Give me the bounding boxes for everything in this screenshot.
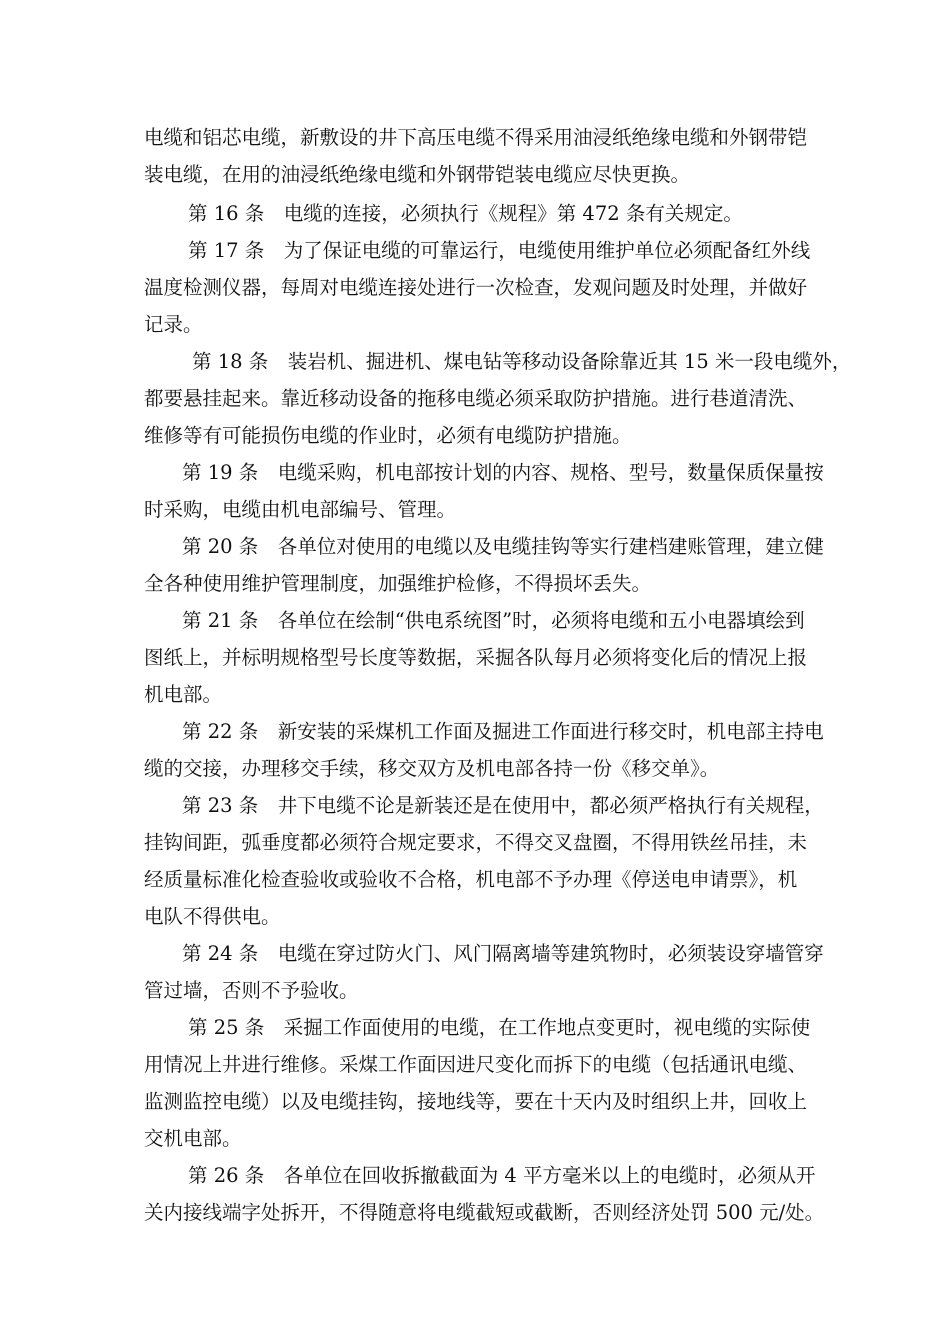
article-17-line: 第 17 条 为了保证电缆的可靠运行，电缆使用维护单位必须配备红外线 xyxy=(188,239,811,262)
text-line: 时采购，电缆由机电部编号、管理。 xyxy=(144,498,457,521)
article-16-line: 第 16 条 电缆的连接，必须执行《规程》第 472 条有关规定。 xyxy=(188,202,743,225)
article-24-line: 第 24 条 电缆在穿过防火门、风门隔离墙等建筑物时，必须装设穿墙管穿 xyxy=(182,942,824,965)
text-line: 电缆和铝芯电缆，新敷设的井下高压电缆不得采用油浸纸绝缘电缆和外钢带铠 xyxy=(144,126,808,149)
text-line: 都要悬挂起来。靠近移动设备的拖移电缆必须采取防护措施。进行巷道清洗、 xyxy=(144,387,808,410)
text-line: 全各种使用维护管理制度，加强维护检修，不得损坏丢失。 xyxy=(144,572,652,595)
text-line: 用情况上井进行维修。采煤工作面因进尺变化而拆下的电缆（包括通讯电缆、 xyxy=(144,1053,808,1076)
article-19-line: 第 19 条 电缆采购，机电部按计划的内容、规格、型号，数量保质保量按 xyxy=(182,461,824,484)
article-18-line: 第 18 条 装岩机、掘进机、煤电钻等移动设备除靠近其 15 米一段电缆外， xyxy=(192,350,852,373)
text-line: 管过墙，否则不予验收。 xyxy=(144,979,359,1002)
article-20-line: 第 20 条 各单位对使用的电缆以及电缆挂钩等实行建档建账管理，建立健 xyxy=(182,535,824,558)
text-line: 记录。 xyxy=(144,313,203,336)
text-line: 监测监控电缆）以及电缆挂钩，接地线等，要在十天内及时组织上井，回收上 xyxy=(144,1090,808,1113)
article-21-line: 第 21 条 各单位在绘制“供电系统图”时，必须将电缆和五小电器填绘到 xyxy=(182,609,805,632)
text-line: 温度检测仪器，每周对电缆连接处进行一次检查，发观问题及时处理，并做好 xyxy=(144,276,808,299)
text-line: 缆的交接，办理移交手续，移交双方及机电部各持一份《移交单》。 xyxy=(144,757,720,780)
text-line: 挂钩间距，弧垂度都必须符合规定要求，不得交叉盘圈，不得用铁丝吊挂，未 xyxy=(144,831,808,854)
text-line: 装电缆，在用的油浸纸绝缘电缆和外钢带铠装电缆应尽快更换。 xyxy=(144,163,691,186)
text-line: 电队不得供电。 xyxy=(144,905,281,928)
article-26-line: 第 26 条 各单位在回收拆撤截面为 4 平方毫米以上的电缆时，必须从开 xyxy=(188,1164,816,1187)
text-line: 维修等有可能损伤电缆的作业时，必须有电缆防护措施。 xyxy=(144,424,632,447)
article-22-line: 第 22 条 新安装的采煤机工作面及掘进工作面进行移交时，机电部主持电 xyxy=(182,720,824,743)
article-25-line: 第 25 条 采掘工作面使用的电缆，在工作地点变更时，视电缆的实际使 xyxy=(188,1016,811,1039)
text-line: 经质量标准化检查验收或验收不合格，机电部不予办理《停送电申请票》，机 xyxy=(144,868,798,891)
article-23-line: 第 23 条 井下电缆不论是新装还是在使用中，都必须严格执行有关规程， xyxy=(182,794,824,817)
text-line: 图纸上，并标明规格型号长度等数据，采掘各队每月必须将变化后的情况上报 xyxy=(144,646,808,669)
text-line: 交机电部。 xyxy=(144,1127,242,1150)
text-line: 机电部。 xyxy=(144,683,223,706)
text-line: 关内接线端字处拆开，不得随意将电缆截短或截断，否则经济处罚 500 元/处。 xyxy=(144,1201,825,1224)
